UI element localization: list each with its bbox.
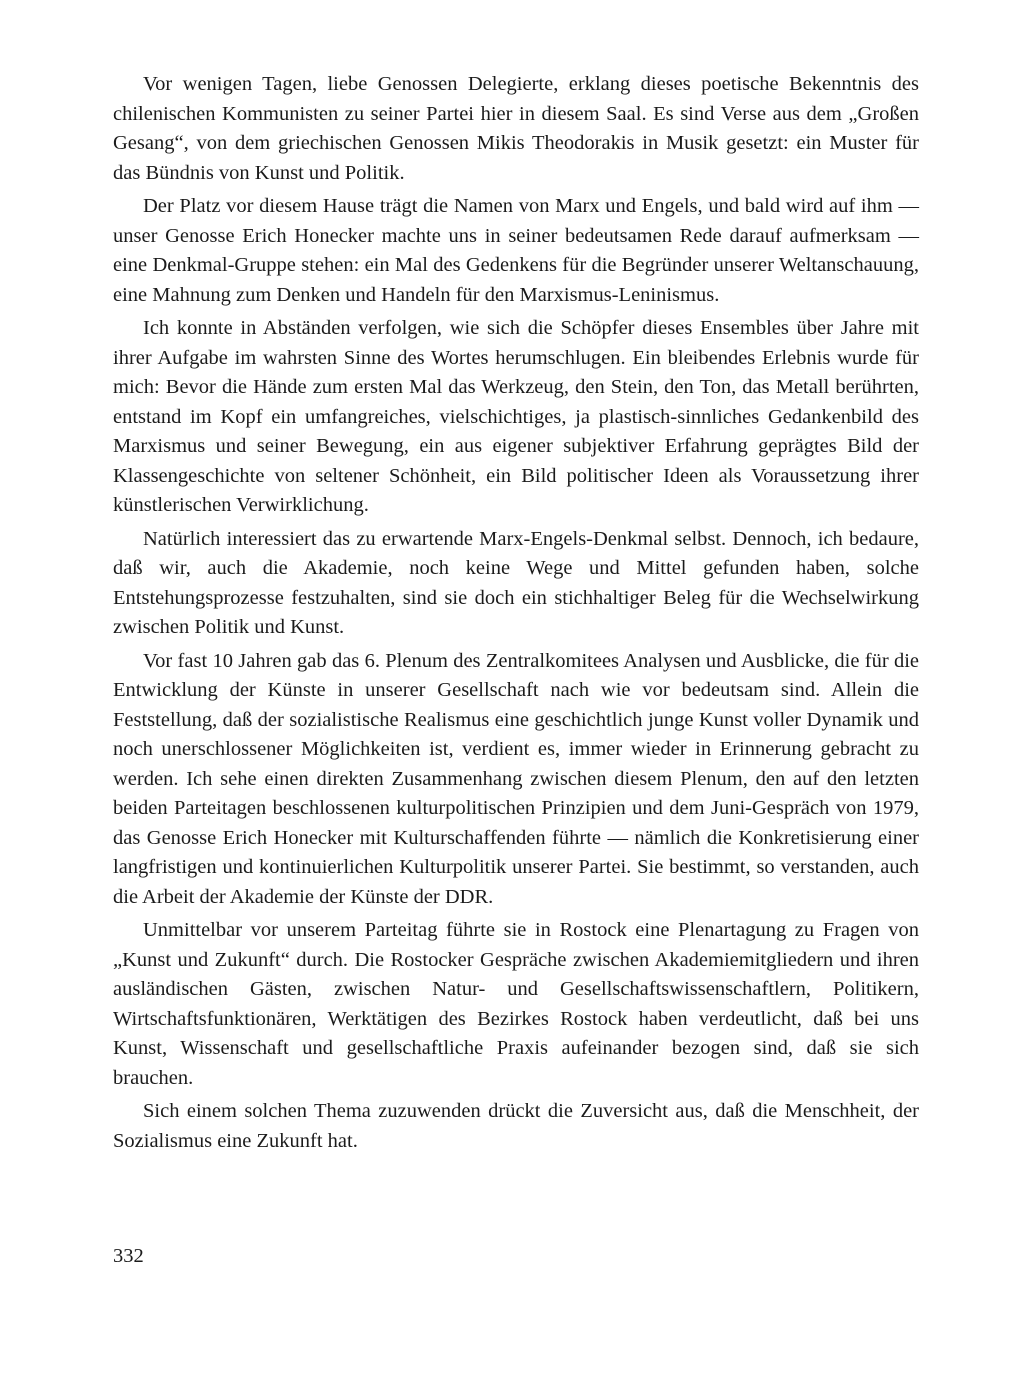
page-number: 332: [113, 1245, 144, 1267]
paragraph-1: Vor wenigen Tagen, liebe Genossen Delegierte, erklang dieses poetische Bekenntnis des chilenischen Kommunisten zu seiner Partei hier in diesem Saal. Es sind Verse aus dem „Großen Gesang“, von dem griechischen Genossen Mikis Theodorakis in Musik gesetzt: ein Muster für das Bündnis von Kunst und Politik.: [113, 73, 919, 184]
paragraph-5: Vor fast 10 Jahren gab das 6. Plenum des Zentralkomitees Analysen und Ausblicke, die für die Entwicklung der Künste in unserer Gesellschaft nach wie vor bedeutsam sind. Allein die Feststellung, daß der sozialistische Realismus eine geschichtlich junge Kunst voller Dynamik und noch unerschlossener Möglichkeiten ist, verdient es, immer wieder in Erinnerung gebracht zu werden. Ich sehe einen direkten Zusammenhang zwischen diesem Plenum, den auf den letzten beiden Parteitagen beschlossenen kulturpolitischen Prinzipien und dem Juni-Gespräch von 1979, das Genosse Erich Honecker mit Kulturschaffenden führte — nämlich die Konkretisierung einer langfristigen und kontinuierlichen Kulturpolitik unserer Partei. Sie bestimmt, so verstanden, auch die Arbeit der Akademie der Künste der DDR.: [113, 649, 919, 908]
paragraph-7: Sich einem solchen Thema zuzuwenden drückt die Zuversicht aus, daß die Menschheit, der Sozialismus eine Zukunft hat.: [113, 1100, 919, 1152]
paragraph-6: Unmittelbar vor unserem Parteitag führte sie in Rostock eine Plenartagung zu Fragen von „Kunst und Zukunft“ durch. Die Rostocker Gespräche zwischen Akademiemitgliedern und ihren ausländischen Gästen, zwischen Natur- und Gesellschaftswissenschaftlern, Politikern, Wirtschaftsfunktionären, Werktätigen des Bezirkes Rostock haben verdeutlicht, daß bei uns Kunst, Wissenschaft und gesellschaftliche Praxis aufeinander bezogen sind, daß sie sich brauchen.: [113, 919, 919, 1089]
paragraph-2: Der Platz vor diesem Hause trägt die Namen von Marx und Engels, und bald wird auf ihm — unser Genosse Erich Honecker machte uns in seiner bedeutsamen Rede darauf aufmerksam — eine Denkmal-Gruppe stehen: ein Mal des Gedenkens für die Begründer unserer Weltanschauung, eine Mahnung zum Denken und Handeln für den Marxismus-Leninismus.: [113, 195, 919, 306]
body-text: [113, 70, 919, 1160]
paragraph-3: Ich konnte in Abständen verfolgen, wie sich die Schöpfer dieses Ensembles über Jahre mit ihrer Aufgabe im wahrsten Sinne des Wortes herumschlugen. Ein bleibendes Erlebnis wurde für mich: Bevor die Hände zum ersten Mal das Werkzeug, den Stein, den Ton, das Metall berührten, entstand im Kopf ein umfangreiches, vielschichtiges, ja plastisch-sinnliches Gedankenbild des Marxismus und seiner Bewegung, ein aus eigener subjektiver Erfahrung geprägtes Bild der Klassengeschichte von seltener Schönheit, ein Bild politischer Ideen als Voraussetzung ihrer künstlerischen Verwirklichung.: [113, 317, 919, 516]
paragraph-4: Natürlich interessiert das zu erwartende Marx-Engels-Denkmal selbst. Dennoch, ich bedaure, daß wir, auch die Akademie, noch keine Wege und Mittel gefunden haben, solche Entstehungsprozesse festzuhalten, sind sie doch ein stichhaltiger Beleg für die Wechselwirkung zwischen Politik und Kunst.: [113, 527, 919, 638]
